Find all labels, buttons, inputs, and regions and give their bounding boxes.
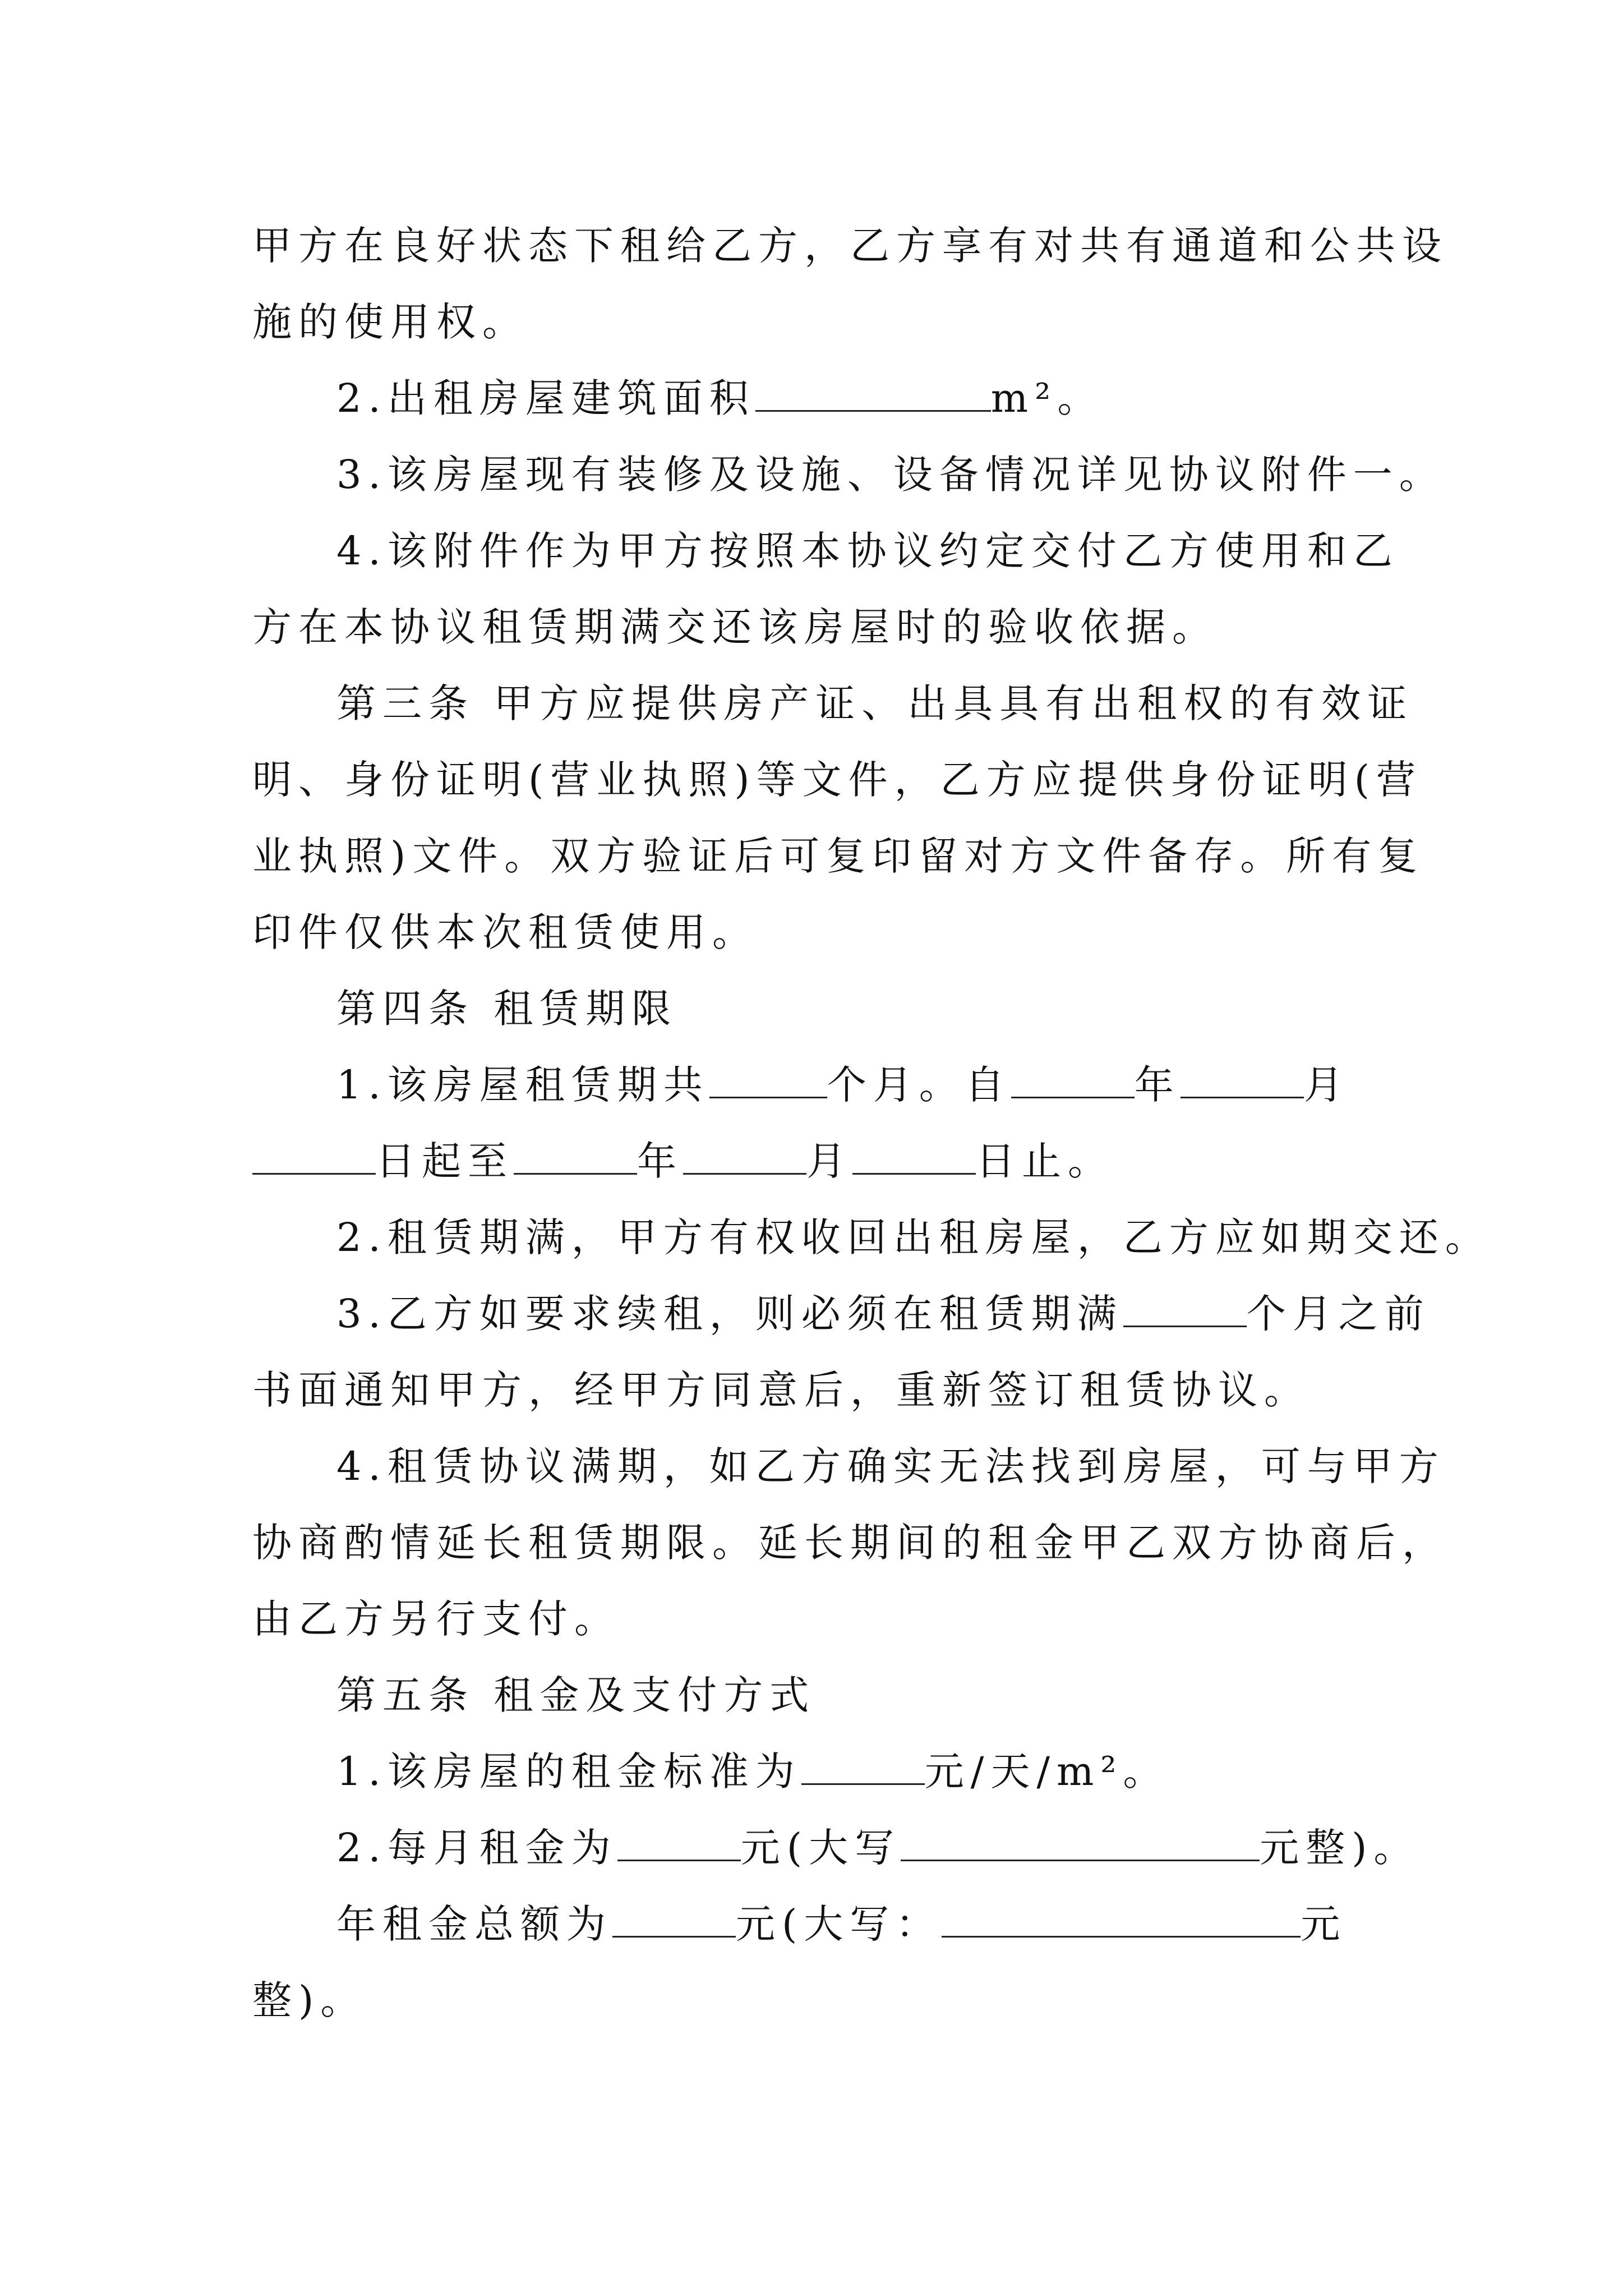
blank-field[interactable] xyxy=(942,1902,1301,1938)
blank-field[interactable] xyxy=(1011,1063,1135,1098)
article-5-heading: 第五条 租金及支付方式 xyxy=(336,1672,816,1718)
blank-field[interactable] xyxy=(612,1902,736,1938)
article-3: 第三条 甲方应提供房产证、出具具有出租权的有效证 xyxy=(336,680,1414,726)
blank-field[interactable] xyxy=(901,1826,1260,1861)
clause-5-2: 2.每月租金为 元(大写 元整)。 xyxy=(336,1825,1420,1871)
blank-field[interactable] xyxy=(252,1139,376,1175)
paragraph-line: 业执照)文件。双方验证后可复印留对方文件备存。所有复 xyxy=(252,833,1424,879)
blank-field[interactable] xyxy=(755,376,991,412)
paragraph-line: 由乙方另行支付。 xyxy=(252,1596,620,1642)
paragraph-line: 协商酌情延长租赁期限。延长期间的租金甲乙双方协商后， xyxy=(252,1520,1448,1566)
clause-4-4: 4.租赁协议满期，如乙方确实无法找到房屋，可与甲方 xyxy=(336,1443,1445,1489)
blank-field[interactable] xyxy=(514,1139,637,1175)
paragraph-line: 印件仅供本次租赁使用。 xyxy=(252,909,758,955)
paragraph-line: 方在本协议租赁期满交还该房屋时的验收依据。 xyxy=(252,604,1218,650)
clause-4-1-cont: 日起至 年 月 日止。 xyxy=(252,1123,1430,1199)
annual-rent: 年租金总额为 元(大写： 元 xyxy=(336,1901,1347,1947)
paragraph-line: 甲方在良好状态下租给乙方，乙方享有对共有通道和公共设 xyxy=(252,223,1448,269)
blank-field[interactable] xyxy=(801,1750,925,1785)
paragraph-line: 整)。 xyxy=(252,1977,367,2023)
blank-field[interactable] xyxy=(709,1063,827,1098)
clause-4-2: 2.租赁期满，甲方有权收回出租房屋，乙方应如期交还。 xyxy=(336,1214,1491,1260)
blank-field[interactable] xyxy=(683,1139,806,1175)
clause-4-1: 1.该房屋租赁期共 个月。自 年 月 xyxy=(336,1062,1350,1108)
clause-2-2-area: 2.出租房屋建筑面积 m²。 xyxy=(336,375,1104,421)
paragraph-line: 明、身份证明(营业执照)等文件，乙方应提供身份证明(营 xyxy=(252,757,1422,803)
paragraph-line: 施的使用权。 xyxy=(252,299,528,345)
blank-field[interactable] xyxy=(617,1826,741,1861)
clause-5-1: 1.该房屋的租金标准为 元/天/m²。 xyxy=(336,1749,1169,1795)
blank-field[interactable] xyxy=(1181,1063,1304,1098)
clause-2-4: 4.该附件作为甲方按照本协议约定交付乙方使用和乙 xyxy=(336,528,1399,574)
blank-field[interactable] xyxy=(852,1139,976,1175)
clause-4-3: 3.乙方如要求续租，则必须在租赁期满 个月之前 xyxy=(336,1291,1431,1337)
blank-field[interactable] xyxy=(1123,1292,1247,1327)
clause-2-3: 3.该房屋现有装修及设施、设备情况详见协议附件一。 xyxy=(336,452,1445,498)
article-4-heading: 第四条 租赁期限 xyxy=(336,986,678,1032)
document-body xyxy=(252,208,1491,2039)
paragraph-line: 书面通知甲方，经甲方同意后，重新签订租赁协议。 xyxy=(252,1367,1310,1413)
